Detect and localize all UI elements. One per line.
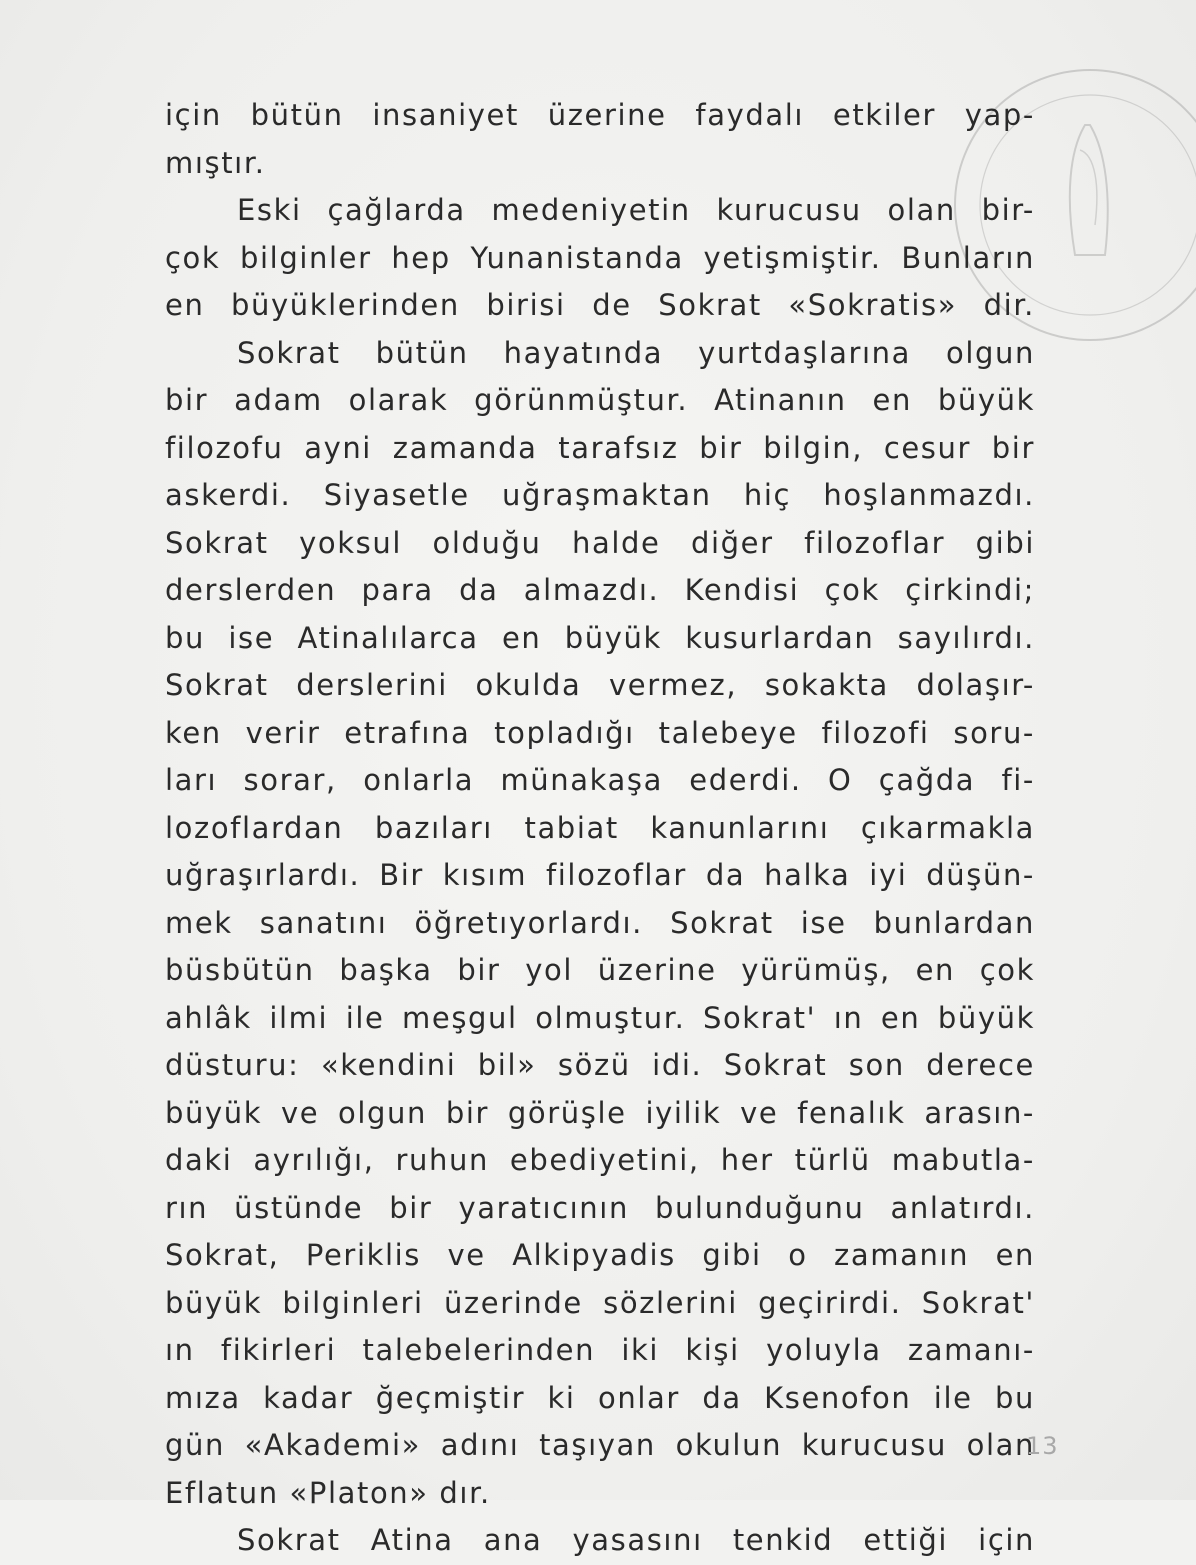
text-line: derslerden para da almazdı. Kendisi çok çirkindi; [165, 573, 1035, 607]
text-line: rın üstünde bir yaratıcının bulunduğunu anlatırdı. [165, 1190, 1035, 1225]
text-line: daki ayrılığı, ruhun ebediyetini, her türlü mabutla- [165, 1143, 1035, 1177]
text-line: mek sanatını öğretıyorlardı. Sokrat ise bunlardan [165, 905, 1035, 940]
text-line: büsbütün başka bir yol üzerine yürümüş, en çok [165, 953, 1035, 987]
text-line: Eflatun «Platon» dır. [165, 1475, 491, 1510]
text-line: büyük bilginleri üzerinde sözlerini geçirirdi. Sokrat' [165, 1285, 1035, 1320]
page-number: 13 [1026, 1432, 1059, 1460]
text-line: çok bilginler hep Yunanistanda yetişmiştir. Bunların [165, 240, 1035, 275]
text-line: Sokrat yoksul olduğu halde diğer filozoflar gibi [165, 525, 1035, 560]
text-line: mıştır. [165, 145, 266, 180]
text-line: lozoflardan bazıları tabiat kanunlarını çıkarmakla [165, 810, 1035, 845]
text-line: ın fikirleri talebelerinden iki kişi yoluyla zamanı- [165, 1333, 1035, 1367]
text-line: ken verir etrafına topladığı talebeye filozofi soru- [165, 715, 1035, 750]
text-line: bu ise Atinalılarca en büyük kusurlardan sayılırdı. [165, 620, 1035, 655]
text-line: en büyüklerinden birisi de Sokrat «Sokratis» dir. [165, 288, 1035, 322]
text-line: bir adam olarak görünmüştur. Atinanın en büyük [165, 383, 1035, 417]
text-line: Sokrat derslerini okulda vermez, sokakta dolaşır- [165, 668, 1035, 702]
body-text [165, 92, 1035, 1565]
text-line: Eski çağlarda medeniyetin kurucusu olan bir- [237, 193, 1035, 227]
text-line: ları sorar, onlarla münakaşa ederdi. O çağda fi- [165, 763, 1035, 797]
text-line: askerdi. Siyasetle uğraşmaktan hiç hoşlanmazdı. [165, 478, 1035, 512]
text-line: uğraşırlardı. Bir kısım filozoflar da halka iyi düşün- [165, 858, 1035, 892]
text-line: büyük ve olgun bir görüşle iyilik ve fenalık arasın- [165, 1095, 1035, 1130]
text-line: için bütün insaniyet üzerine faydalı etkiler yap- [165, 98, 1035, 132]
text-line: Sokrat bütün hayatında yurtdaşlarına olgun [237, 335, 1035, 370]
text-line: Sokrat, Periklis ve Alkipyadis gibi o zamanın en [165, 1238, 1035, 1272]
text-line: düsturu: «kendini bil» sözü idi. Sokrat son derece [165, 1048, 1035, 1082]
text-line: ahlâk ilmi ile meşgul olmuştur. Sokrat' ın en büyük [165, 1000, 1035, 1035]
text-line: mıza kadar ğeçmiştir ki onlar da Ksenofon ile bu [165, 1380, 1035, 1415]
text-line: Sokrat Atina ana yasasını tenkid ettiği için [237, 1523, 1035, 1557]
text-line: gün «Akademi» adını taşıyan okulun kurucusu olan [165, 1428, 1035, 1462]
text-line: filozofu ayni zamanda tarafsız bir bilgin, cesur bir [165, 430, 1035, 465]
